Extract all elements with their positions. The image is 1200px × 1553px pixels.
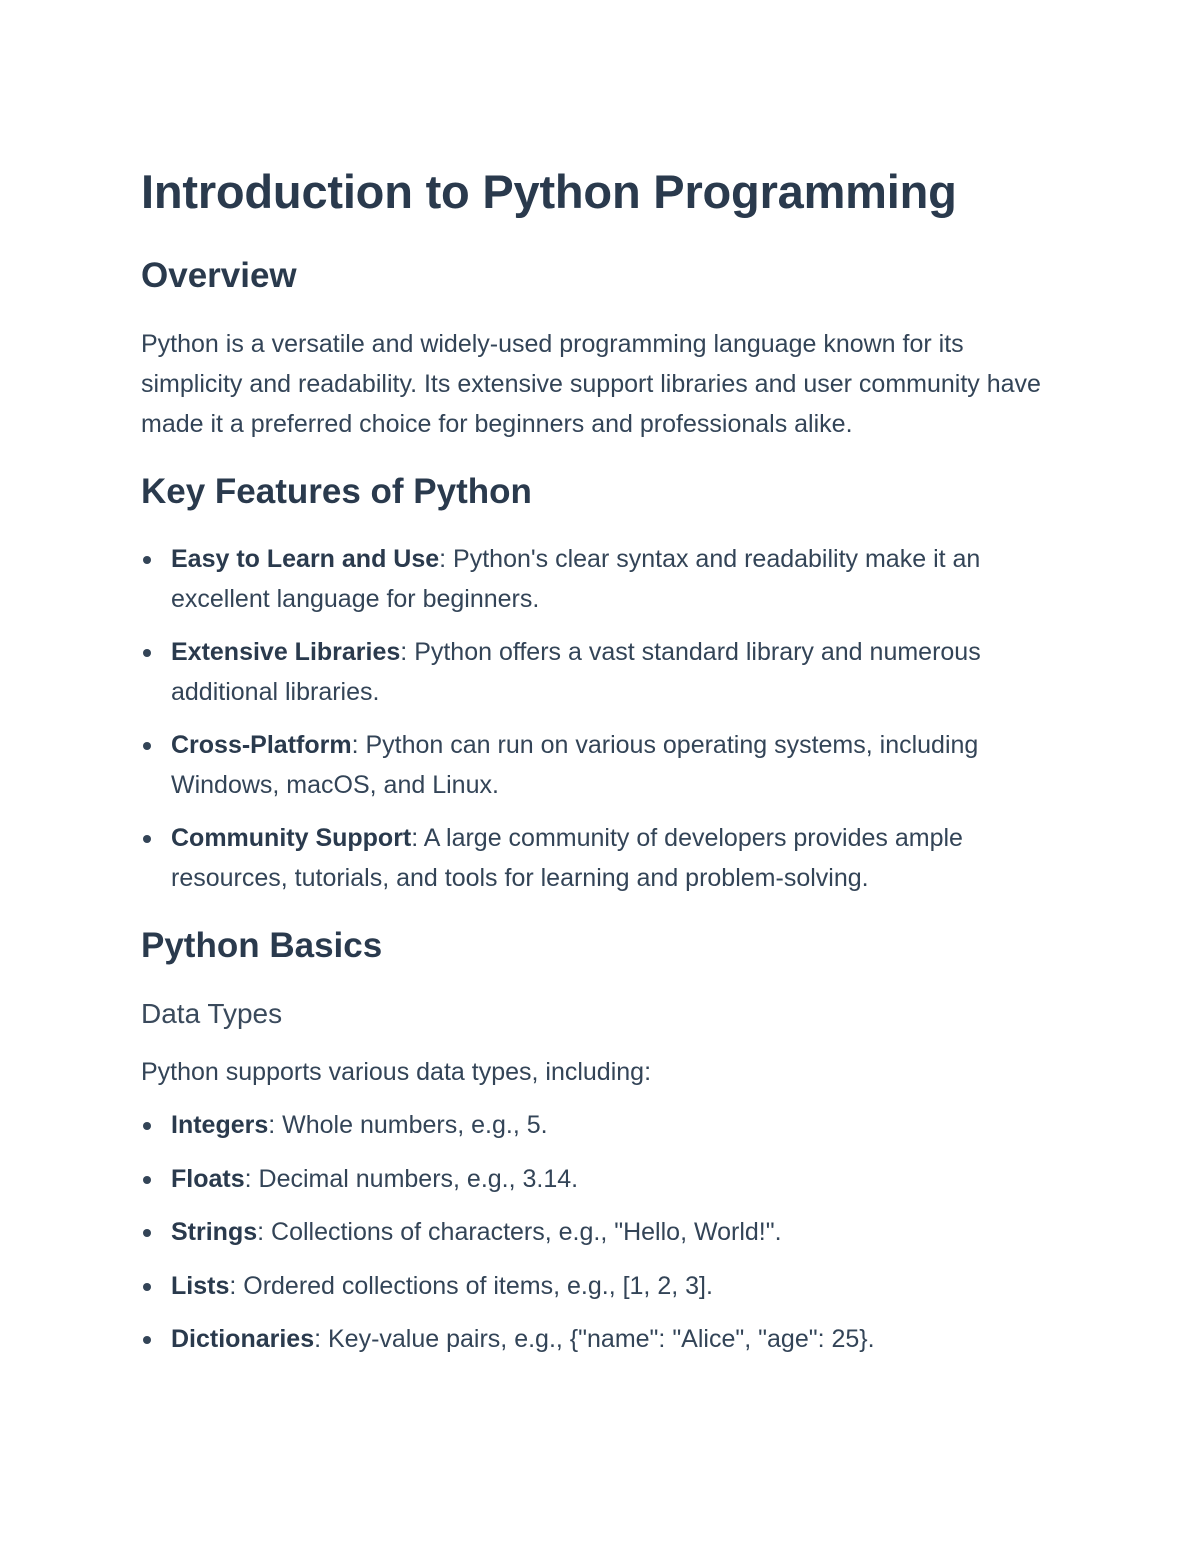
list-item-text: : Python can run on various operating systems, including Windows, macOS, and Linux. [171,731,979,799]
list-item-text: : Decimal numbers, e.g., 3.14. [244,1164,579,1193]
list-item-term: Community Support [171,824,412,852]
data-types-intro: Python supports various data types, including: [141,1058,652,1086]
bullet-icon [143,1336,151,1344]
list-item [141,726,1071,805]
list-item-term: Strings [171,1218,258,1246]
bullet-icon [143,1283,151,1291]
list-item [141,1213,1071,1253]
list-item [141,540,1071,619]
overview-paragraph: Python is a versatile and widely-used programming language known for its simplicity and readability. Its extensive support libraries and user community have made it a preferred choice for beginners and professionals alike. [141,330,1041,438]
bullet-icon [143,742,151,750]
list-item-term: Easy to Learn and Use [171,545,440,573]
features-heading: Key Features of Python [141,472,532,511]
list-item-term: Cross-Platform [171,731,352,759]
list-item-term: Integers [171,1111,269,1139]
features-list [141,540,1071,898]
document-page [141,160,1071,1386]
document-title: Introduction to Python Programming [141,165,957,218]
list-item-text: : Ordered collections of items, e.g., [1, 2, 3]. [229,1271,713,1300]
list-item [141,1320,1071,1360]
list-item-term: Dictionaries [171,1325,315,1353]
overview-heading: Overview [141,256,297,295]
bullet-icon [143,1229,151,1237]
list-item-text: : Collections of characters, e.g., "Hello, World!". [257,1218,782,1246]
data-types-list [141,1106,1071,1360]
list-item-text: : Python's clear syntax and readability make it an excellent language for beginners. [171,545,981,613]
list-item [141,633,1071,712]
bullet-icon [143,556,151,564]
list-item [141,1160,1071,1200]
list-item-term: Floats [171,1164,245,1193]
list-item-text: : A large community of developers provides ample resources, tutorials, and tools for learning and problem-solving. [171,824,963,892]
list-item [141,1267,1071,1307]
list-item-term: Extensive Libraries [171,638,401,666]
bullet-icon [143,1176,151,1184]
bullet-icon [143,649,151,657]
bullet-icon [143,1122,151,1130]
list-item-text: : Python offers a vast standard library and numerous additional libraries. [171,638,981,706]
basics-heading: Python Basics [141,926,383,965]
data-types-subheading: Data Types [141,998,283,1029]
list-item-text: : Key-value pairs, e.g., {"name": "Alice", "age": 25}. [314,1325,875,1353]
list-item [141,1106,1071,1146]
list-item-text: : Whole numbers, e.g., 5. [268,1111,548,1139]
list-item [141,819,1071,898]
list-item-term: Lists [171,1271,230,1300]
bullet-icon [143,835,151,843]
